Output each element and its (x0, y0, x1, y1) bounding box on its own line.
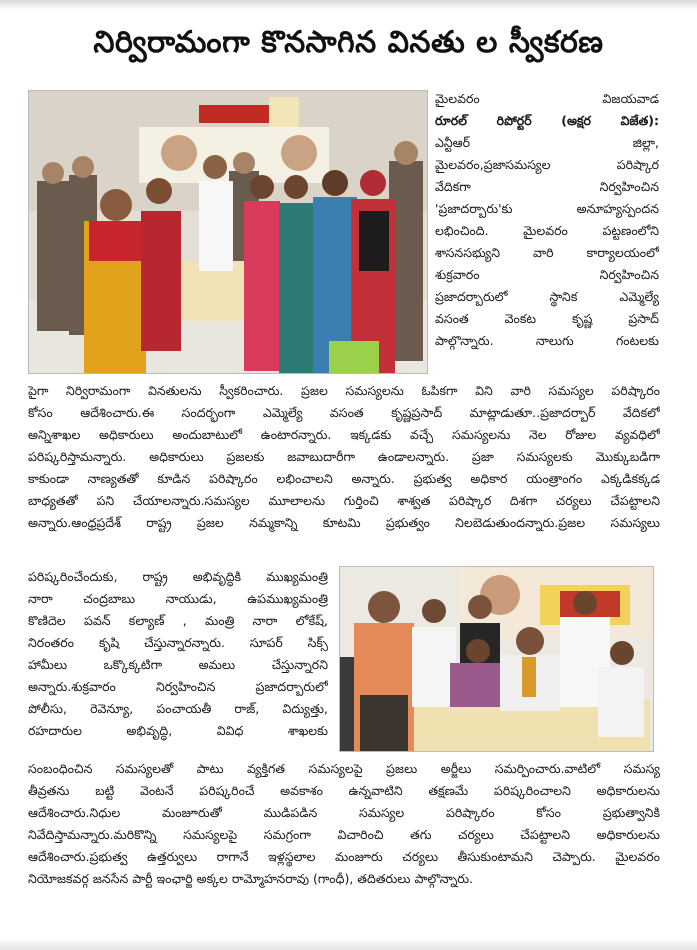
article-body-top (28, 380, 660, 534)
headline: నిర్విరామంగా కొనసాగిన వినతు ల స్వీకరణ (93, 25, 604, 60)
page-bottom-edge (0, 938, 697, 950)
article-column-middle (28, 566, 328, 742)
photo-petition-submission-image (29, 91, 427, 373)
article-line: ప్రజాదర్బారులో స్థానిక ఎమ్మెల్యే (435, 289, 659, 304)
article-column-intro (435, 88, 659, 352)
article-line: నిరంతరం కృషి చేస్తున్నారన్నారు. సూపర్ సిక్స్ (28, 635, 328, 650)
article-line: అన్నారు.శుక్రవారం నిర్వహించిన ప్రజాదర్బారులో (28, 679, 328, 694)
article-line: అన్నిశాఖల అధికారులు అందుబాటులో ఉంటారన్నారు. ఇక్కడకు వచ్చే సమస్యలను నెల రోజుల వ్యవధిలో (28, 427, 660, 442)
article-line: పైగా నిర్విరామంగా వినతులను స్వీకరించారు. ప్రజల సమస్యలను ఓపికగా విని వారి సమస్యల పరిష్కారం (28, 383, 660, 398)
article-line: హామీలు ఒక్కొక్కటిగా అమలు చేస్తున్నారని (28, 657, 328, 672)
article-line: శాసనసభ్యుని వారి కార్యాలయంలో (435, 245, 659, 260)
photo-mla-receiving-petitions (339, 566, 654, 752)
article-line: వసంత వెంకట కృష్ణ ప్రసాద్ (435, 311, 659, 326)
article-dateline: రూరల్ రిపోర్టర్ (అక్షర విజేత): (435, 113, 659, 128)
article-line: ఆదేశించారు.నిధుల మంజూరుతో ముడిపడిన సమస్యల పరిష్కారం కోసం ప్రభుత్వానికి (28, 805, 660, 820)
article-line: నారా చంద్రబాబు నాయుడు, ఉపముఖ్యమంత్రి (28, 591, 328, 606)
article-line: 'ప్రజాదర్బారు'కు అనూహ్యస్పందన (435, 201, 659, 216)
article-line: మైలవరం విజయవాడ (435, 91, 659, 106)
article-line: శుక్రవారం నిర్వహించిన (435, 267, 659, 282)
article-line: నివేదిస్తామన్నారు.మరికొన్ని సమస్యలపై సమగ్రంగా విచారించి తగు చర్యలు చేపట్టాలని అధికారులను (28, 827, 660, 842)
article-line: తీవ్రతను బట్టి వెంటనే పరిష్కరించే అవకాశం ఉన్నవాటిని తక్షణమే పరిష్కరించాలని అధికారులను (28, 783, 660, 798)
article-line: పరిష్కరిస్తామన్నారు. అధికారులు ప్రజలకు జవాబుదారీగా ఉండాలన్నారు. ప్రజా సమస్యలకు మొక్కుబడిగా (28, 449, 660, 464)
article-line: ఆదేశించారు.ప్రభుత్వ ఉత్తర్వులు రాగానే ఇళ్లస్థలాల మంజూరు చర్యలు తీసుకుంటామని చెప్పారు. మైలవరం (28, 849, 660, 864)
article-line: మైలవరం,ప్రజాసమస్యల పరిష్కార (435, 157, 659, 172)
article-line: రహదారుల అభివృద్ధి, వివిధ శాఖలకు (28, 723, 328, 738)
page-top-edge (0, 0, 697, 10)
article-line: కాకుండా నాణ్యతతో కూడిన పరిష్కారం లభించాలని అన్నారు. ప్రభుత్వ అధికార యంత్రాంగం ఎక్కడికక్కడ (28, 471, 660, 486)
article-line: సంబంధించిన సమస్యలతో పాటు వ్యక్తిగత సమస్యలపై ప్రజలు అర్జీలు సమర్పించారు.వాటిలో సమస్య (28, 761, 660, 776)
photo-mla-receiving-petitions-image (340, 567, 653, 751)
article-line: కొణిదెల పవన్ కల్యాణ్ , మంత్రి నారా లోకేష్, (28, 613, 328, 628)
article-line: వేదికగా నిర్వహించిన (435, 179, 659, 194)
article-line: నియోజకవర్గ జనసేన పార్టీ ఇంఛార్జి అక్కల రామ్మోహనరావు (గాంధీ), తదితరులు పాల్గొన్నారు. (28, 871, 473, 886)
article-body-bottom (28, 758, 660, 890)
photo-petition-submission (28, 90, 428, 374)
article-line: కోసం ఆదేశించారు.ఈ సందర్భంగా ఎమ్మెల్యే వసంత కృష్ణప్రసాద్ మాట్లాడుతూ..ప్రజాదర్బార్ వేదికలో (28, 405, 660, 420)
article-line: పోలీసు, రెవెన్యూ, పంచాయతీ రాజ్, విద్యుత్తు, (28, 701, 328, 716)
article-line: పరిష్కరించేందుకు, రాష్ట్ర అభివృద్ధికి ముఖ్యమంత్రి (28, 569, 328, 584)
article-line: అన్నారు.ఆంధ్రప్రదేశ్ రాష్ట్ర ప్రజల నమ్మకాన్ని కూటమి ప్రభుత్వం నిలబెడుతుందన్నారు.ప్రజల సమస్యలు (28, 515, 660, 530)
article-line: పాల్గొన్నారు. నాలుగు గంటలకు (435, 333, 659, 348)
article-line: బాధ్యతతో పని చేయాలన్నారు.సమస్యల మూలాలను గుర్తించి శాశ్వత పరిష్కార దిశగా చర్యలు చేపట్టాలని (28, 493, 660, 508)
article-line: ఎన్టీఆర్ జిల్లా, (435, 135, 659, 150)
article-line: లభించింది. మైలవరం పట్టణంలోని (435, 223, 659, 238)
